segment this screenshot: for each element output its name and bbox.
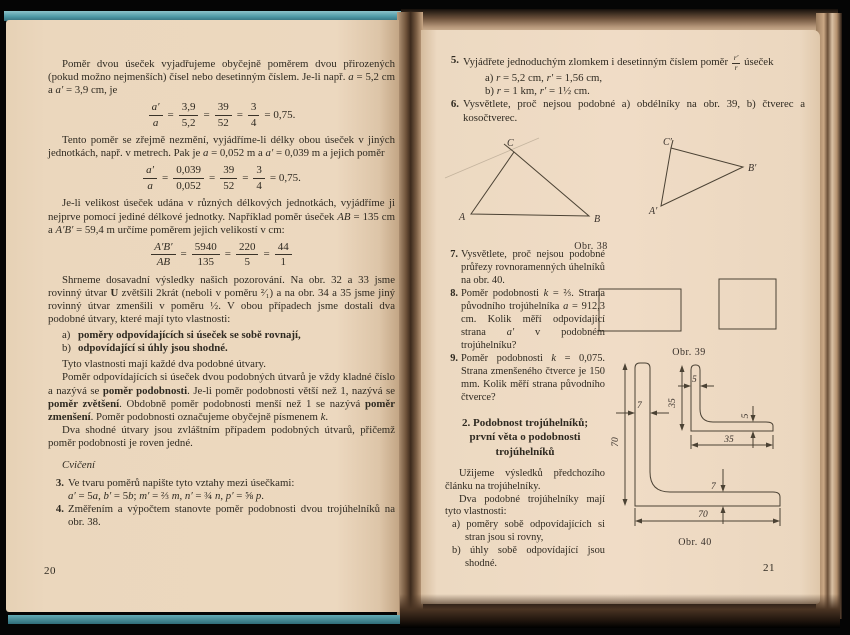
rectangle-wide (599, 289, 681, 331)
dim-label-large-thickness2: 7 (711, 482, 716, 492)
book-cover-edge-bottom (8, 615, 402, 624)
page-number-left: 20 (44, 565, 56, 577)
arrowhead (721, 485, 726, 492)
arrowhead (751, 415, 756, 422)
arrowhead (623, 363, 628, 370)
dim-label-small-thickness: 5 (692, 375, 697, 385)
arrowhead (751, 431, 756, 438)
paper-crease (445, 138, 539, 178)
vertex-label-A: A (459, 212, 466, 223)
arrowhead (680, 365, 685, 372)
list-item: b) odpovídající si úhly jsou shodné. (62, 342, 228, 355)
right-page (421, 30, 820, 604)
list-item-b: b) úhly sobě odpovídající jsou shodné. (452, 544, 605, 569)
arrowhead (680, 424, 685, 431)
exercises-heading: Cvičení (62, 458, 95, 471)
exercise-9: 9. Poměr podobnosti k = 0,075. Strana zmenšeného čtverce je 150 mm. Kolik měří strana původního čtverce? (450, 353, 605, 403)
list-item-a: a) poměry sobě odpovídajících si stran jsou si rovny, (452, 519, 605, 544)
paragraph: Poměr dvou úseček vyjadřujeme obyčejně poměrem dvou přirozených (pokud možno nejmenších) čísel nebo desetinným číslem. Je-li např. a = 5,2 cm a a′ = 3,9 cm, je (48, 58, 395, 97)
list-item: a) poměry odpovídajících si úseček se sobě rovnají, (62, 329, 301, 342)
paragraph: Shrneme dosavadní výsledky našich pozorování. Na obr. 32 a 33 jsme rovinný útvar U zvětšili 2krát (neboli v poměru ²⁄₁) a na obr. 34 a 35 jsme jiný rovinný útvar zmenšili v poměru ½. V obou případech jsme dostali dva podobné útvary, které mají tyto vlastnosti: (48, 273, 396, 326)
dim-label-large-height: 70 (611, 437, 621, 447)
exercise-3-body: Ve tvaru poměrů napište tyto vztahy mezi úsečkami: a′ = 5a, b′ = 5b; m′ = ⅔ m, n′ = ¾ n, p′ = ⅝ p. (68, 477, 295, 503)
book-spine-gutter (397, 12, 423, 618)
left-page-text (48, 58, 395, 529)
triangle-A2B2C2 (661, 148, 743, 206)
paragraph: Užijeme výsledků předchozího článku na trojúhelníky. (445, 468, 605, 492)
page-number-right: 21 (763, 562, 775, 574)
exercise-7: 7. Vysvětlete, proč nejsou podobné průřezy rovnoramenných úhelníků na obr. 40. (450, 249, 605, 286)
figure-39-caption: Obr. 39 (672, 347, 706, 358)
figure-38-caption: Obr. 38 (574, 241, 608, 252)
paragraph: Je-li velikost úseček udána v různých délkových jednotkách, vyjádříme ji nejprve pomocí jediné délkové jednotky. Například poměr úseček AB = 135 cm a A′B′ = 59,4 m určíme poměrem jejich velikostí v cm: (48, 197, 395, 236)
page-stack-edge-bottom (400, 594, 840, 628)
left-page (6, 20, 399, 612)
paragraph: Dva shodné útvary jsou zvláštním případem podobných útvarů, přičemž poměr podobnosti je roven jedné. (48, 423, 395, 449)
arrowhead (628, 411, 635, 416)
formula-ratio-2: $\frac{a'}{a}$ = $\frac{0,039}{0,052}$ = $\frac{39}{52}$ = $\frac{3}{4}$ = 0,75. (48, 164, 395, 192)
section-2-heading: 2. Podobnost trojúhelníků; první věta o podobnosti trojúhelníků (461, 416, 589, 458)
arrowhead (650, 411, 657, 416)
paragraph: Poměr odpovídajících si úseček dvou podobných útvarů je vždy kladné číslo a nazývá se poměr podobnosti. Je-li poměr podobnosti větší než 1, nazývá se poměr zvětšení. Obdobně poměr podobnosti menší než 1 se nazývá poměr zmenšení. Poměr podobnosti označujeme obyčejně písmenem k. (48, 371, 396, 423)
right-page-left-column (445, 249, 605, 570)
vertex-label-B2: B′ (748, 163, 757, 174)
arrowhead (691, 443, 698, 448)
arrowhead (623, 499, 628, 506)
exercise-5b: b) r = 1 km, r′ = 1½ cm. (485, 85, 590, 98)
large-angle-profile (635, 363, 780, 506)
arrowhead (684, 384, 691, 389)
dim-label-large-thickness: 7 (637, 401, 642, 411)
dim-label-large-width: 70 (698, 510, 708, 520)
arrowhead (721, 506, 726, 513)
exercise-3-math: a′ = 5a, b′ = 5b; m′ = ⅔ m, n′ = ¾ n, p′ = ⅝ p. (68, 490, 264, 503)
small-angle-profile (691, 365, 773, 431)
figure-40-angle-profiles (603, 356, 813, 556)
figure-39-rectangles (591, 248, 816, 360)
arrowhead (700, 384, 707, 389)
arrowhead (773, 519, 780, 524)
exercise-5: 5. Vyjádřete jednoduchým zlomkem i desetinným číslem poměr $\frac{r'}{r}$ úseček a) r = 5,2 cm, r′ = 1,56 cm, b) r = 1 km, r′ = 1½ cm. (443, 54, 805, 98)
exercise-4: 4. Změřením a výpočtem stanovte poměr podobnosti dvou trojúhelníků na obr. 38. (55, 503, 395, 529)
vertex-label-A2: A′ (649, 206, 658, 217)
rectangle-square (719, 279, 776, 329)
figure-40-caption: Obr. 40 (678, 537, 712, 548)
exercise-5-body: Vyjádřete jednoduchým zlomkem i desetinným číslem poměr $\frac{r'}{r}$ úseček a) r = 5,2 cm, r′ = 1,56 cm, b) r = 1 km, r′ = 1½ cm. (463, 53, 774, 98)
vertex-label-C: C (507, 138, 514, 149)
vertex-label-B: B (594, 214, 601, 225)
dim-label-small-thickness2: 5 (741, 413, 751, 419)
paragraph: Tyto vlastnosti mají každé dva podobné útvary. (62, 358, 266, 371)
vertex-label-C2: C′ (663, 137, 672, 148)
exercise-3: 3. Ve tvaru poměrů napište tyto vztahy mezi úsečkami: a′ = 5a, b′ = 5b; m′ = ⅔ m, n′ = ¾ n, p′ = ⅝ p. (48, 477, 395, 503)
dim-label-small-width: 35 (724, 435, 734, 445)
exercise-5a: a) r = 5,2 cm, r′ = 1,56 cm, (485, 72, 603, 84)
arrowhead (635, 519, 642, 524)
exercises-5-6 (443, 54, 805, 125)
exercise-8: 8. Poměr podobnosti k = ⅔. Strana původního trojúhelníka a = 912,3 cm. Kolik měří odpovídající strana a′ v podobném trojúhelníku? (450, 288, 605, 351)
paragraph: Dva podobné trojúhelníky mají tyto vlastnosti: (445, 493, 605, 518)
triangle-ABC (471, 152, 589, 216)
formula-ratio-3: $\frac{A'B'}{AB}$ = $\frac{5940}{135}$ = $\frac{220}{5}$ = $\frac{44}{1}$ (48, 241, 395, 269)
exercise-6: 6. Vysvětlete, proč nejsou podobné a) obdélníky na obr. 39, b) čtverec a kosočtverec. (450, 98, 805, 124)
arrowhead (766, 443, 773, 448)
paragraph: Tento poměr se zřejmě nezmění, vyjádříme-li délky obou úseček v jiných jednotkách, např. v metrech. Pak je a = 0,052 m a a′ = 0,039 m a jejich poměr (48, 134, 395, 160)
dim-label-small-height: 35 (668, 398, 678, 408)
property-list (62, 329, 395, 355)
formula-ratio-1: $\frac{a'}{a}$ = $\frac{3,9}{5,2}$ = $\frac{39}{52}$ = $\frac{3}{4}$ = 0,75. (48, 101, 395, 129)
figure-38-triangles (439, 136, 799, 254)
